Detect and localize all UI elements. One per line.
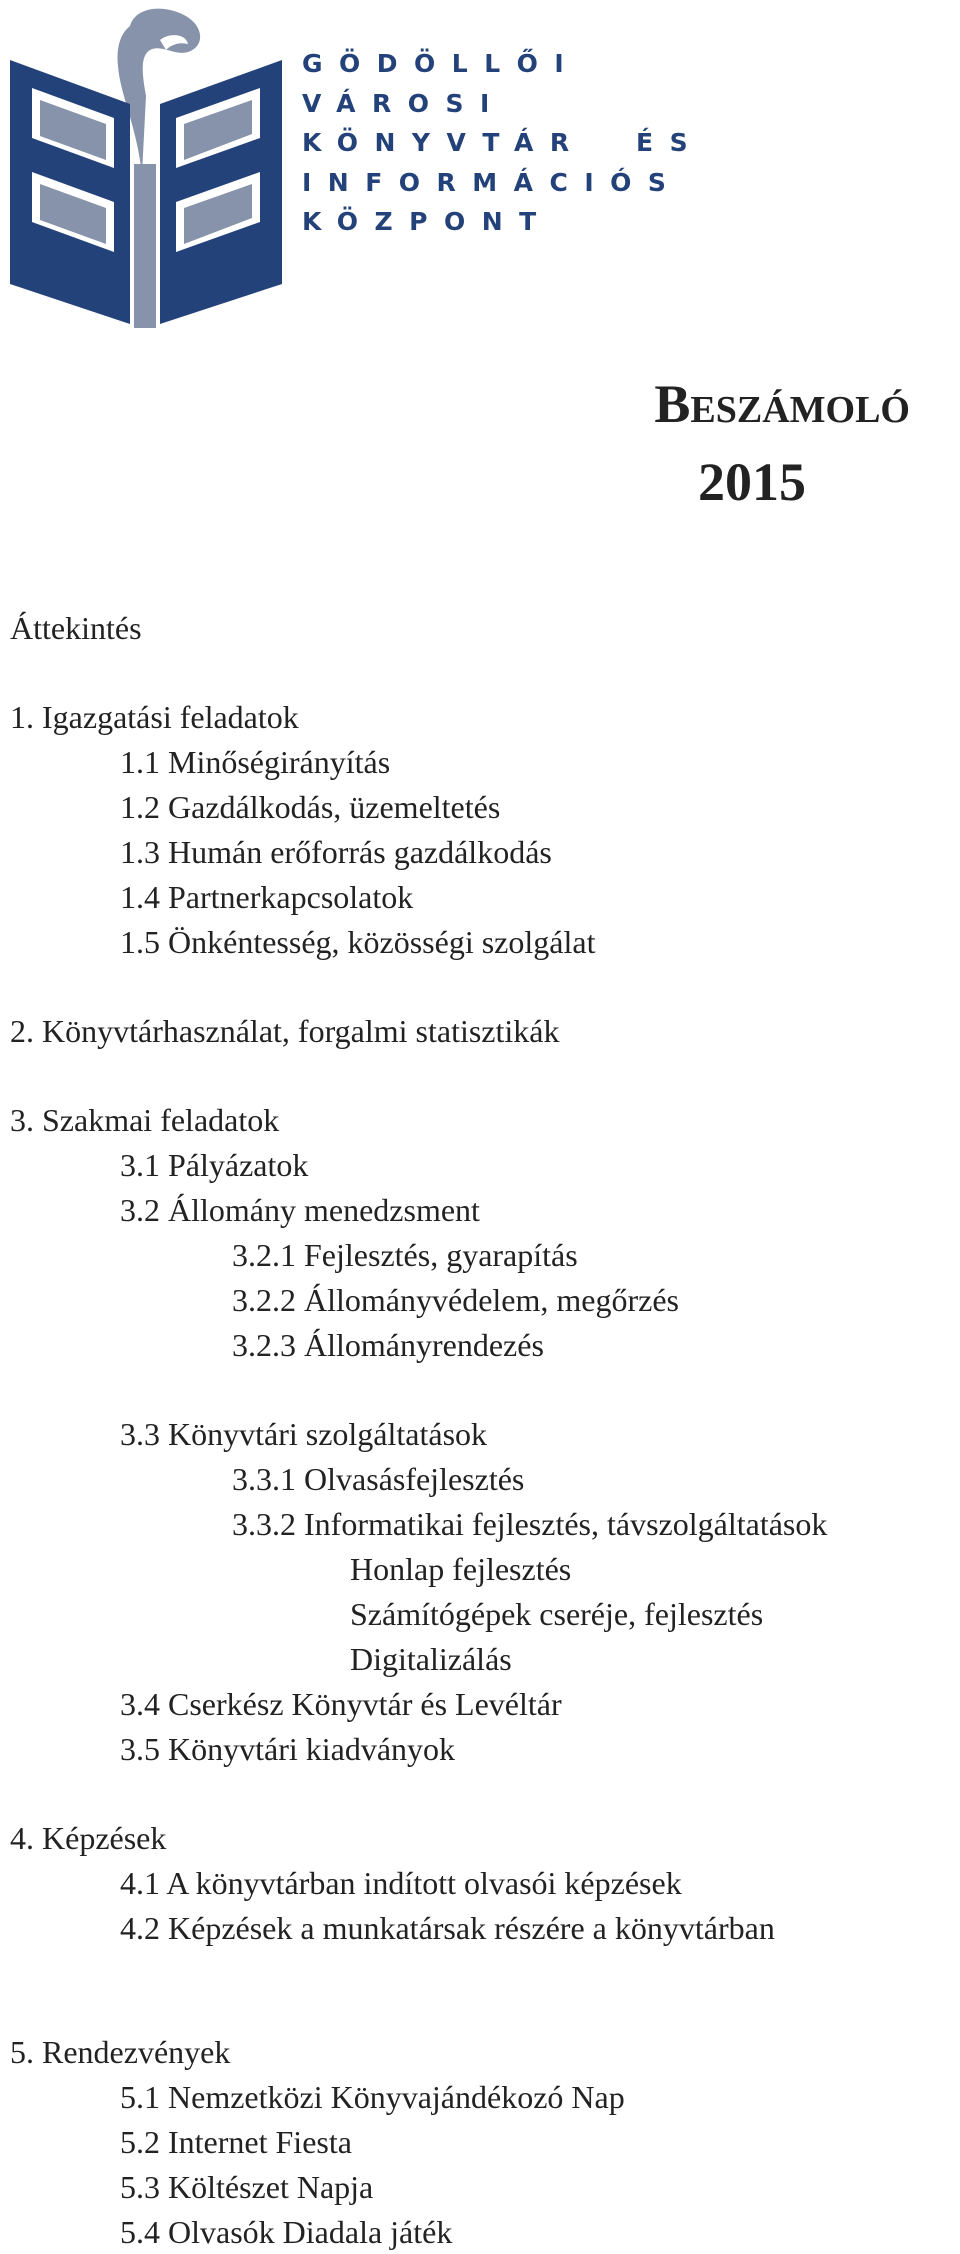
toc-item-1-3: 1.3 Humán erőforrás gazdálkodás — [120, 834, 552, 870]
logo-line-2: VÁROSI — [302, 88, 506, 118]
toc-item-1-2: 1.2 Gazdálkodás, üzemeltetés — [120, 789, 501, 825]
toc-item-1-1: 1.1 Minőségirányítás — [120, 744, 391, 780]
toc-item-3-5: 3.5 Könyvtári kiadványok — [120, 1731, 456, 1767]
report-title-word: Beszámoló — [654, 374, 910, 434]
toc-item-5-3: 5.3 Költészet Napja — [120, 2169, 374, 2205]
toc-item-3-1: 3.1 Pályázatok — [120, 1147, 309, 1183]
book-and-quill-logo-icon — [10, 4, 282, 328]
toc-item-1-5: 1.5 Önkéntesség, közösségi szolgálat — [120, 924, 596, 960]
toc-section-2: 2. Könyvtárhasználat, forgalmi statisztikák — [10, 1013, 560, 1049]
toc-subitem-szamitogepek: Számítógépek cseréje, fejlesztés — [350, 1596, 764, 1632]
toc-item-5-4: 5.4 Olvasók Diadala játék — [120, 2214, 453, 2250]
library-logo — [0, 0, 960, 330]
logo-line-3: KÖNYVTÁR ÉS — [302, 128, 705, 157]
toc-section-3: 3. Szakmai feladatok — [10, 1102, 280, 1138]
toc-item-3-3-1: 3.3.1 Olvasásfejlesztés — [232, 1461, 525, 1497]
toc-item-5-1: 5.1 Nemzetközi Könyvajándékozó Nap — [120, 2079, 625, 2115]
toc-item-3-4: 3.4 Cserkész Könyvtár és Levéltár — [120, 1686, 562, 1722]
logo-line-1: GÖDÖLLŐI — [302, 49, 581, 78]
toc-item-4-2: 4.2 Képzések a munkatársak részére a könyvtárban — [120, 1910, 775, 1946]
toc-item-1-4: 1.4 Partnerkapcsolatok — [120, 879, 414, 915]
toc-section-4: 4. Képzések — [10, 1820, 167, 1856]
toc-overview-heading: Áttekintés — [10, 610, 142, 646]
toc-item-3-3: 3.3 Könyvtári szolgáltatások — [120, 1416, 488, 1452]
toc-item-3-2-2: 3.2.2 Állományvédelem, megőrzés — [232, 1282, 679, 1318]
report-title-year: 2015 — [698, 452, 806, 512]
toc-item-3-3-2: 3.3.2 Informatikai fejlesztés, távszolgáltatások — [232, 1506, 828, 1542]
logo-line-5: KÖZPONT — [302, 207, 553, 236]
toc-item-3-2-3: 3.2.3 Állományrendezés — [232, 1327, 544, 1363]
toc-subitem-honlap: Honlap fejlesztés — [350, 1551, 572, 1587]
toc-item-3-2-1: 3.2.1 Fejlesztés, gyarapítás — [232, 1237, 578, 1273]
library-name-wordmark — [302, 44, 704, 242]
toc-item-3-2: 3.2 Állomány menedzsment — [120, 1192, 480, 1228]
logo-line-4: INFORMÁCIÓS — [302, 167, 683, 197]
toc-section-1: 1. Igazgatási feladatok — [10, 699, 299, 735]
toc-subitem-digitalizalas: Digitalizálás — [350, 1641, 512, 1677]
toc-section-5: 5. Rendezvények — [10, 2034, 231, 2070]
toc-item-5-2: 5.2 Internet Fiesta — [120, 2124, 352, 2160]
toc-item-4-1: 4.1 A könyvtárban indított olvasói képzések — [120, 1865, 682, 1901]
